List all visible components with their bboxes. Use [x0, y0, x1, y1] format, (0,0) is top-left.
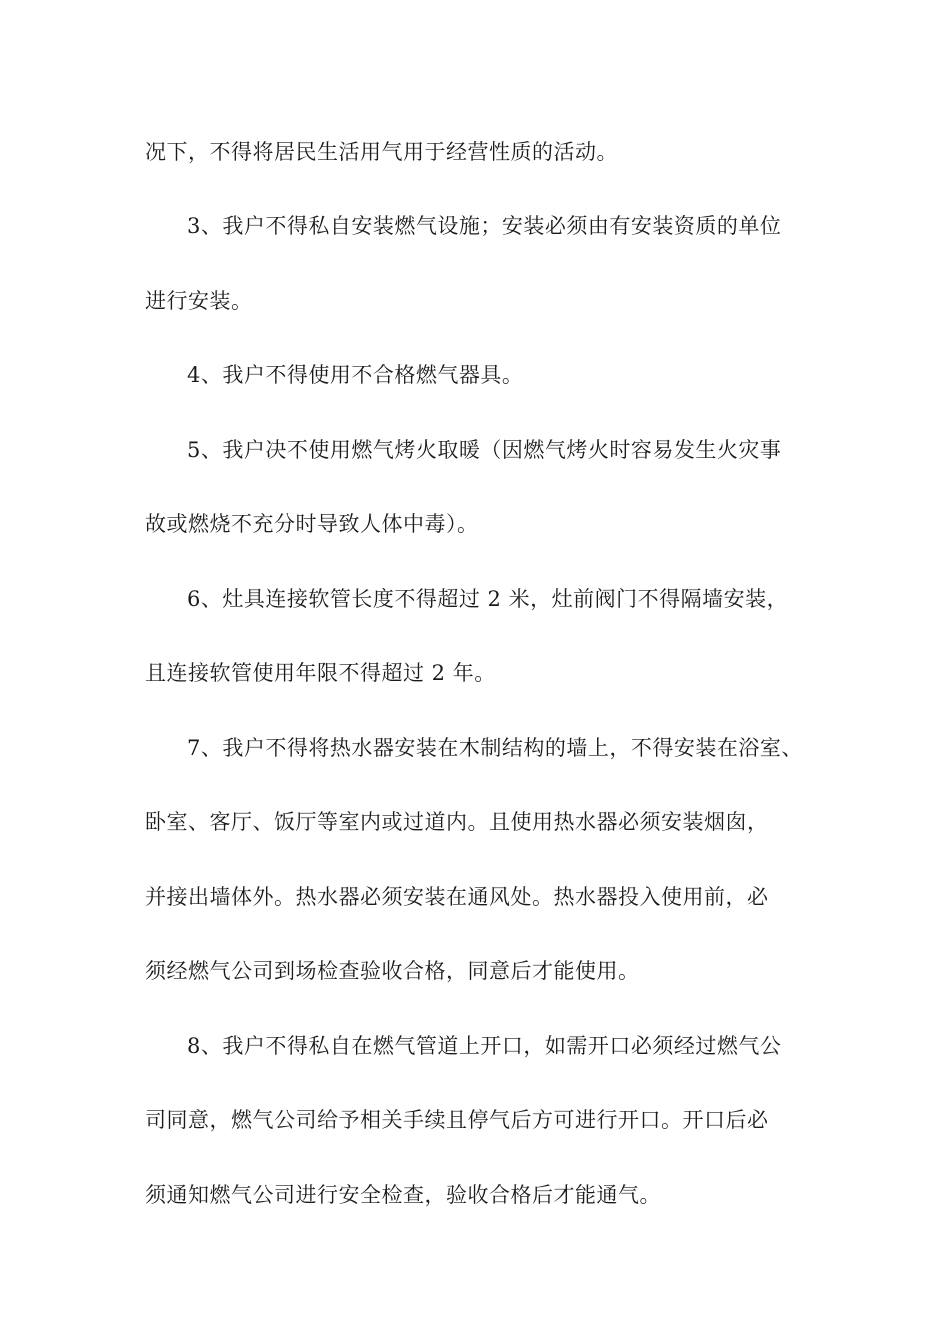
text-line: 司同意，燃气公司给予相关手续且停气后方可进行开口。开口后必 — [145, 1108, 769, 1132]
text-line: 故或燃烧不充分时导致人体中毒）。 — [145, 512, 479, 536]
text-line: 8、我户不得私自在燃气管道上开口，如需开口必须经过燃气公 — [187, 1034, 782, 1058]
text-line: 并接出墙体外。热水器必须安装在通风处。热水器投入使用前，必 — [145, 885, 769, 909]
text-line: 7、我户不得将热水器安装在木制结构的墙上，不得安装在浴室、 — [187, 736, 803, 760]
text-line: 5、我户决不使用燃气烤火取暖（因燃气烤火时容易发生火灾事 — [187, 438, 782, 462]
text-line: 进行安装。 — [145, 289, 253, 313]
text-line: 卧室、客厅、饭厅等室内或过道内。且使用热水器必须安装烟囱， — [145, 810, 769, 834]
text-line: 3、我户不得私自安装燃气设施；安装必须由有安装资质的单位 — [187, 214, 782, 238]
text-line: 6、灶具连接软管长度不得超过 2 米，灶前阀门不得隔墙安装， — [187, 587, 789, 611]
text-line: 况下，不得将居民生活用气用于经营性质的活动。 — [145, 140, 618, 164]
text-line: 须通知燃气公司进行安全检查，验收合格后才能通气。 — [145, 1183, 661, 1207]
text-line: 须经燃气公司到场检查验收合格，同意后才能使用。 — [145, 959, 640, 983]
text-line: 4、我户不得使用不合格燃气器具。 — [187, 363, 524, 387]
text-line: 且连接软管使用年限不得超过 2 年。 — [145, 661, 496, 685]
